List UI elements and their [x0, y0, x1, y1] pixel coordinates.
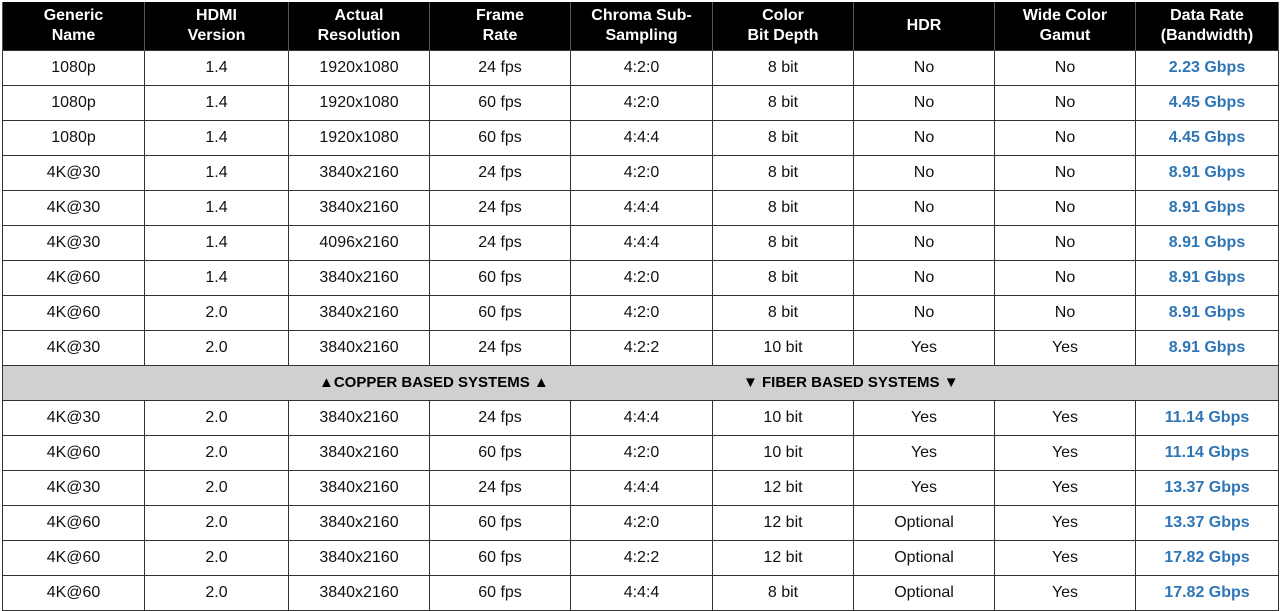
table-row	[3, 576, 1279, 611]
cell-hdmi-version: 2.0	[145, 506, 289, 541]
cell-hdr: Optional	[854, 541, 995, 576]
cell-data-rate: 8.91 Gbps	[1136, 261, 1279, 296]
cell-wide-color-gamut: No	[995, 261, 1136, 296]
cell-hdmi-version: 2.0	[145, 471, 289, 506]
cell-data-rate: 11.14 Gbps	[1136, 401, 1279, 436]
cell-hdr: Yes	[854, 331, 995, 366]
cell-wide-color-gamut: No	[995, 121, 1136, 156]
cell-resolution: 4096x2160	[289, 226, 430, 261]
cell-hdmi-version: 2.0	[145, 296, 289, 331]
table-row	[3, 471, 1279, 506]
cell-hdmi-version: 2.0	[145, 541, 289, 576]
cell-bit-depth: 12 bit	[713, 506, 854, 541]
section-divider-row	[3, 366, 1279, 401]
copper-systems-label: ▲COPPER BASED SYSTEMS ▲	[319, 374, 549, 391]
cell-frame-rate: 24 fps	[430, 51, 571, 86]
cell-wide-color-gamut: Yes	[995, 506, 1136, 541]
cell-generic-name: 4K@30	[3, 156, 145, 191]
cell-resolution: 3840x2160	[289, 506, 430, 541]
cell-frame-rate: 24 fps	[430, 471, 571, 506]
cell-hdr: No	[854, 51, 995, 86]
cell-resolution: 3840x2160	[289, 576, 430, 611]
cell-hdmi-version: 1.4	[145, 121, 289, 156]
cell-chroma-subsampling: 4:2:0	[571, 296, 713, 331]
cell-chroma-subsampling: 4:4:4	[571, 121, 713, 156]
section-divider-cell	[3, 366, 1279, 401]
cell-chroma-subsampling: 4:2:0	[571, 51, 713, 86]
cell-hdmi-version: 2.0	[145, 401, 289, 436]
header-color-bit-depth: Color Bit Depth	[713, 2, 854, 51]
cell-frame-rate: 60 fps	[430, 576, 571, 611]
cell-chroma-subsampling: 4:4:4	[571, 471, 713, 506]
cell-frame-rate: 60 fps	[430, 296, 571, 331]
cell-resolution: 3840x2160	[289, 401, 430, 436]
table-row	[3, 51, 1279, 86]
cell-wide-color-gamut: Yes	[995, 471, 1136, 506]
cell-hdr: No	[854, 121, 995, 156]
cell-resolution: 3840x2160	[289, 156, 430, 191]
cell-hdr: No	[854, 191, 995, 226]
cell-chroma-subsampling: 4:2:0	[571, 261, 713, 296]
cell-frame-rate: 60 fps	[430, 541, 571, 576]
cell-generic-name: 4K@60	[3, 296, 145, 331]
cell-frame-rate: 24 fps	[430, 226, 571, 261]
cell-wide-color-gamut: Yes	[995, 331, 1136, 366]
cell-resolution: 3840x2160	[289, 261, 430, 296]
cell-frame-rate: 60 fps	[430, 436, 571, 471]
cell-hdr: No	[854, 86, 995, 121]
divider-section	[3, 366, 1279, 401]
cell-data-rate: 4.45 Gbps	[1136, 86, 1279, 121]
cell-frame-rate: 24 fps	[430, 401, 571, 436]
cell-chroma-subsampling: 4:4:4	[571, 401, 713, 436]
table-row	[3, 541, 1279, 576]
cell-chroma-subsampling: 4:4:4	[571, 191, 713, 226]
cell-wide-color-gamut: Yes	[995, 436, 1136, 471]
header-data-rate: Data Rate (Bandwidth)	[1136, 2, 1279, 51]
cell-resolution: 3840x2160	[289, 296, 430, 331]
cell-data-rate: 4.45 Gbps	[1136, 121, 1279, 156]
cell-generic-name: 1080p	[3, 86, 145, 121]
cell-frame-rate: 24 fps	[430, 331, 571, 366]
cell-bit-depth: 10 bit	[713, 401, 854, 436]
cell-hdmi-version: 1.4	[145, 51, 289, 86]
cell-generic-name: 1080p	[3, 121, 145, 156]
cell-hdmi-version: 1.4	[145, 86, 289, 121]
table-row	[3, 436, 1279, 471]
cell-resolution: 1920x1080	[289, 51, 430, 86]
cell-generic-name: 4K@30	[3, 226, 145, 261]
cell-bit-depth: 8 bit	[713, 51, 854, 86]
hdmi-bandwidth-table	[2, 2, 1279, 611]
cell-hdmi-version: 2.0	[145, 331, 289, 366]
cell-wide-color-gamut: No	[995, 191, 1136, 226]
cell-wide-color-gamut: Yes	[995, 541, 1136, 576]
cell-generic-name: 4K@60	[3, 541, 145, 576]
cell-data-rate: 8.91 Gbps	[1136, 331, 1279, 366]
cell-bit-depth: 8 bit	[713, 86, 854, 121]
cell-chroma-subsampling: 4:2:0	[571, 506, 713, 541]
cell-frame-rate: 60 fps	[430, 261, 571, 296]
cell-bit-depth: 8 bit	[713, 191, 854, 226]
cell-wide-color-gamut: No	[995, 226, 1136, 261]
cell-bit-depth: 8 bit	[713, 156, 854, 191]
cell-data-rate: 8.91 Gbps	[1136, 226, 1279, 261]
cell-data-rate: 8.91 Gbps	[1136, 191, 1279, 226]
cell-wide-color-gamut: Yes	[995, 576, 1136, 611]
header-wide-color-gamut: Wide Color Gamut	[995, 2, 1136, 51]
cell-generic-name: 4K@60	[3, 506, 145, 541]
cell-data-rate: 13.37 Gbps	[1136, 471, 1279, 506]
header-row	[3, 2, 1279, 51]
cell-frame-rate: 60 fps	[430, 121, 571, 156]
cell-chroma-subsampling: 4:2:0	[571, 436, 713, 471]
cell-bit-depth: 10 bit	[713, 436, 854, 471]
fiber-systems-label: ▼ FIBER BASED SYSTEMS ▼	[743, 374, 959, 391]
table-header	[3, 2, 1279, 51]
header-actual-resolution: Actual Resolution	[289, 2, 430, 51]
cell-data-rate: 8.91 Gbps	[1136, 156, 1279, 191]
cell-data-rate: 17.82 Gbps	[1136, 541, 1279, 576]
cell-chroma-subsampling: 4:4:4	[571, 226, 713, 261]
cell-wide-color-gamut: No	[995, 156, 1136, 191]
cell-wide-color-gamut: Yes	[995, 401, 1136, 436]
cell-bit-depth: 12 bit	[713, 541, 854, 576]
table-row	[3, 191, 1279, 226]
table-row	[3, 121, 1279, 156]
cell-bit-depth: 12 bit	[713, 471, 854, 506]
cell-hdmi-version: 2.0	[145, 576, 289, 611]
cell-hdmi-version: 2.0	[145, 436, 289, 471]
cell-resolution: 1920x1080	[289, 86, 430, 121]
cell-hdmi-version: 1.4	[145, 261, 289, 296]
header-hdr: HDR	[854, 2, 995, 51]
table-row	[3, 86, 1279, 121]
cell-generic-name: 1080p	[3, 51, 145, 86]
cell-chroma-subsampling: 4:2:0	[571, 156, 713, 191]
cell-data-rate: 11.14 Gbps	[1136, 436, 1279, 471]
cell-data-rate: 13.37 Gbps	[1136, 506, 1279, 541]
cell-hdmi-version: 1.4	[145, 191, 289, 226]
cell-bit-depth: 8 bit	[713, 121, 854, 156]
cell-resolution: 1920x1080	[289, 121, 430, 156]
table-row	[3, 296, 1279, 331]
cell-data-rate: 2.23 Gbps	[1136, 51, 1279, 86]
cell-bit-depth: 8 bit	[713, 296, 854, 331]
cell-bit-depth: 10 bit	[713, 331, 854, 366]
cell-generic-name: 4K@30	[3, 471, 145, 506]
cell-generic-name: 4K@30	[3, 191, 145, 226]
cell-generic-name: 4K@30	[3, 401, 145, 436]
cell-hdr: Yes	[854, 401, 995, 436]
table-row	[3, 331, 1279, 366]
table-row	[3, 156, 1279, 191]
cell-wide-color-gamut: No	[995, 51, 1136, 86]
cell-frame-rate: 24 fps	[430, 156, 571, 191]
cell-bit-depth: 8 bit	[713, 226, 854, 261]
copper-section	[3, 51, 1279, 366]
cell-wide-color-gamut: No	[995, 296, 1136, 331]
cell-chroma-subsampling: 4:2:2	[571, 331, 713, 366]
header-frame-rate: Frame Rate	[430, 2, 571, 51]
cell-chroma-subsampling: 4:2:2	[571, 541, 713, 576]
cell-hdr: Yes	[854, 471, 995, 506]
cell-hdmi-version: 1.4	[145, 226, 289, 261]
cell-wide-color-gamut: No	[995, 86, 1136, 121]
cell-resolution: 3840x2160	[289, 436, 430, 471]
cell-resolution: 3840x2160	[289, 331, 430, 366]
hdmi-bandwidth-table-container	[2, 2, 1278, 611]
table-row	[3, 261, 1279, 296]
header-chroma-subsampling: Chroma Sub- Sampling	[571, 2, 713, 51]
table-row	[3, 226, 1279, 261]
cell-generic-name: 4K@30	[3, 331, 145, 366]
cell-frame-rate: 24 fps	[430, 191, 571, 226]
cell-resolution: 3840x2160	[289, 471, 430, 506]
cell-resolution: 3840x2160	[289, 191, 430, 226]
header-hdmi-version: HDMI Version	[145, 2, 289, 51]
cell-resolution: 3840x2160	[289, 541, 430, 576]
cell-hdr: No	[854, 156, 995, 191]
cell-bit-depth: 8 bit	[713, 261, 854, 296]
cell-bit-depth: 8 bit	[713, 576, 854, 611]
cell-hdr: Yes	[854, 436, 995, 471]
cell-generic-name: 4K@60	[3, 576, 145, 611]
cell-data-rate: 8.91 Gbps	[1136, 296, 1279, 331]
cell-chroma-subsampling: 4:4:4	[571, 576, 713, 611]
cell-frame-rate: 60 fps	[430, 86, 571, 121]
cell-data-rate: 17.82 Gbps	[1136, 576, 1279, 611]
table-row	[3, 401, 1279, 436]
cell-hdr: Optional	[854, 576, 995, 611]
cell-generic-name: 4K@60	[3, 261, 145, 296]
cell-hdr: No	[854, 261, 995, 296]
table-row	[3, 506, 1279, 541]
cell-hdr: Optional	[854, 506, 995, 541]
cell-hdr: No	[854, 226, 995, 261]
fiber-section	[3, 401, 1279, 611]
header-generic-name: Generic Name	[3, 2, 145, 51]
cell-generic-name: 4K@60	[3, 436, 145, 471]
cell-frame-rate: 60 fps	[430, 506, 571, 541]
cell-hdr: No	[854, 296, 995, 331]
cell-hdmi-version: 1.4	[145, 156, 289, 191]
cell-chroma-subsampling: 4:2:0	[571, 86, 713, 121]
